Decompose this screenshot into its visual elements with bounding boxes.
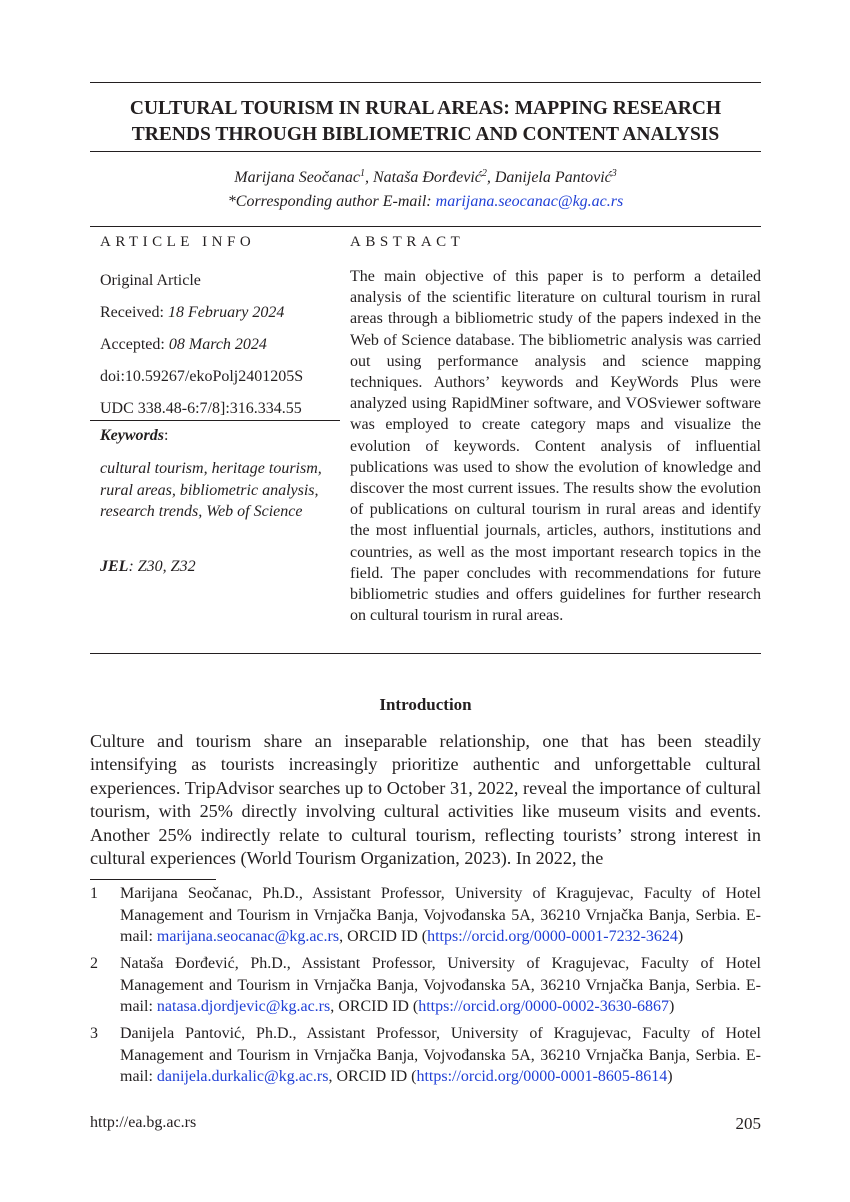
title-line-2: TRENDS THROUGH BIBLIOMETRIC AND CONTENT ANALYSIS xyxy=(131,124,720,145)
corresponding-author xyxy=(90,190,761,214)
author-sup: 3 xyxy=(611,168,617,179)
footnote xyxy=(90,953,761,1018)
top-rule xyxy=(90,82,761,83)
footnote xyxy=(90,1023,761,1088)
article-type: Original Article xyxy=(100,272,201,289)
footnote-number: 2 xyxy=(90,955,98,972)
corresponding-email-link[interactable]: marijana.seocanac@kg.ac.rs xyxy=(435,193,624,210)
footnotes xyxy=(90,883,761,1093)
author-name: Nataša Đorđević xyxy=(373,169,482,186)
introduction-heading: Introduction xyxy=(379,695,472,714)
title-bottom-rule xyxy=(90,151,761,152)
received-date: 18 February 2024 xyxy=(167,304,285,321)
footnote-email-link[interactable]: natasa.djordjevic@kg.ac.rs xyxy=(156,998,331,1015)
author-block xyxy=(90,166,761,214)
author-sup: 2 xyxy=(481,168,487,179)
page-number: 205 xyxy=(735,1114,761,1133)
author-sup: 1 xyxy=(360,168,365,179)
info-bottom-rule xyxy=(90,653,761,654)
footnote xyxy=(90,883,761,948)
footnote-number: 3 xyxy=(90,1025,98,1042)
title-line-1: CULTURAL TOURISM IN RURAL AREAS: MAPPING RESEARCH xyxy=(129,98,722,119)
received-label: Received: xyxy=(100,304,168,321)
footnote-orcid-link[interactable]: https://orcid.org/0000-0001-8605-8614 xyxy=(416,1068,668,1085)
udc: UDC 338.48-6:7/8]:316.334.55 xyxy=(100,400,302,417)
author-name: Marijana Seočanac xyxy=(234,169,360,186)
footnote-orcid-prefix: , ORCID ID ( xyxy=(339,928,428,945)
footnote-orcid-prefix: , ORCID ID ( xyxy=(330,998,419,1015)
received-line xyxy=(100,297,340,329)
footnote-text: Danijela Pantović, Ph.D., Assistant Professor, University of Kragujevac, Faculty of Hotel Management and Tourism in Vrnjačka Banja, Vojvođanska 5A, 36210 Vrnjačka Banja, Serbia. E-mail: xyxy=(120,1025,761,1085)
doi: doi:10.59267/ekoPolj2401205S xyxy=(100,368,304,385)
abstract-heading: ABSTRACT xyxy=(350,234,465,250)
footnote-orcid-prefix: , ORCID ID ( xyxy=(328,1068,417,1085)
footnote-orcid-suffix: ) xyxy=(677,928,684,945)
journal-url: http://ea.bg.ac.rs xyxy=(90,1114,197,1131)
info-top-rule xyxy=(90,226,761,227)
footnote-orcid-suffix: ) xyxy=(669,998,675,1015)
footnote-rule xyxy=(90,879,216,880)
corresponding-label: *Corresponding author E-mail: xyxy=(227,193,436,210)
abstract-text: The main objective of this paper is to perform a detailed analysis of the scientific literature on cultural tourism in rural areas through a bibliometric study of the papers indexed in the Web of Science database. The bibliometric analysis was carried out using performance analysis and science mapping techniques. Authors’ keywords and KeyWords Plus were analyzed using RapidMiner software, and VOSviewer software was employed to create category maps and visualize the evolution of keywords. Content analysis of influential publications was used to show the evolution of knowledge and discover the most current issues. The results show the evolution of publications on cultural tourism in rural areas and identify the most influential journals, articles, authors, institutions and countries, as well as the most important research topics in the field. The paper concludes with recommendations for future bibliometric studies and offers guidelines for further research on cultural tourism in rural areas. xyxy=(350,268,761,625)
accepted-line xyxy=(100,329,340,361)
footnote-email-link[interactable]: danijela.durkalic@kg.ac.rs xyxy=(156,1068,329,1085)
jel-label: JEL xyxy=(100,558,129,575)
keywords-label-line: Keywords: xyxy=(100,427,169,444)
footnote-number: 1 xyxy=(90,885,98,902)
jel-codes: : Z30, Z32 xyxy=(128,558,196,575)
author-list: Marijana Seočanac$^1$, Nataša Đorđević$^2$, Danijela Pantović$^3$ xyxy=(234,168,617,186)
paper-title xyxy=(90,96,761,148)
footnote-email-link[interactable]: marijana.seocanac@kg.ac.rs xyxy=(156,928,340,945)
footnote-text: Nataša Đorđević, Ph.D., Assistant Professor, University of Kragujevac, Faculty of Hotel Management and Tourism in Vrnjačka Banja, Vojvođanska 5A, 36210 Vrnjačka Banja, Serbia. E-mail: xyxy=(120,955,761,1015)
keywords-label: Keywords xyxy=(100,427,164,444)
accepted-date: 08 March 2024 xyxy=(168,336,267,353)
footnote-orcid-link[interactable]: https://orcid.org/0000-0001-7232-3624 xyxy=(427,928,678,945)
keywords-text: cultural tourism, heritage tourism, rural areas, bibliometric analysis, research trends, Web of Science xyxy=(100,460,322,520)
info-divider-rule xyxy=(90,420,340,421)
footnote-orcid-suffix: ) xyxy=(667,1068,673,1085)
jel-line xyxy=(100,558,196,576)
article-info-heading: ARTICLE INFO xyxy=(100,234,256,250)
author-name: Danijela Pantović xyxy=(494,169,612,186)
accepted-label: Accepted: xyxy=(100,336,169,353)
introduction-paragraph: Culture and tourism share an inseparable relationship, one that has been steadily intensifying as tourists increasingly prioritize authentic and unforgettable cultural experiences. TripAdvisor searches up to October 31, 2022, reveal the importance of cultural tourism, with 25% directly involving cultural activities like museum visits and events. Another 25% indirectly relate to cultural tourism, reflecting tourists’ strong interest in cultural experiences (World Tourism Organization, 2023). In 2022, the xyxy=(90,731,761,869)
article-info-list xyxy=(100,265,340,425)
footnote-text: Marijana Seočanac, Ph.D., Assistant Professor, University of Kragujevac, Faculty of Hotel Management and Tourism in Vrnjačka Banja, Vojvođanska 5A, 36210 Vrnjačka Banja, Serbia. E-mail: xyxy=(120,885,761,945)
footnote-orcid-link[interactable]: https://orcid.org/0000-0002-3630-6867 xyxy=(418,998,670,1015)
